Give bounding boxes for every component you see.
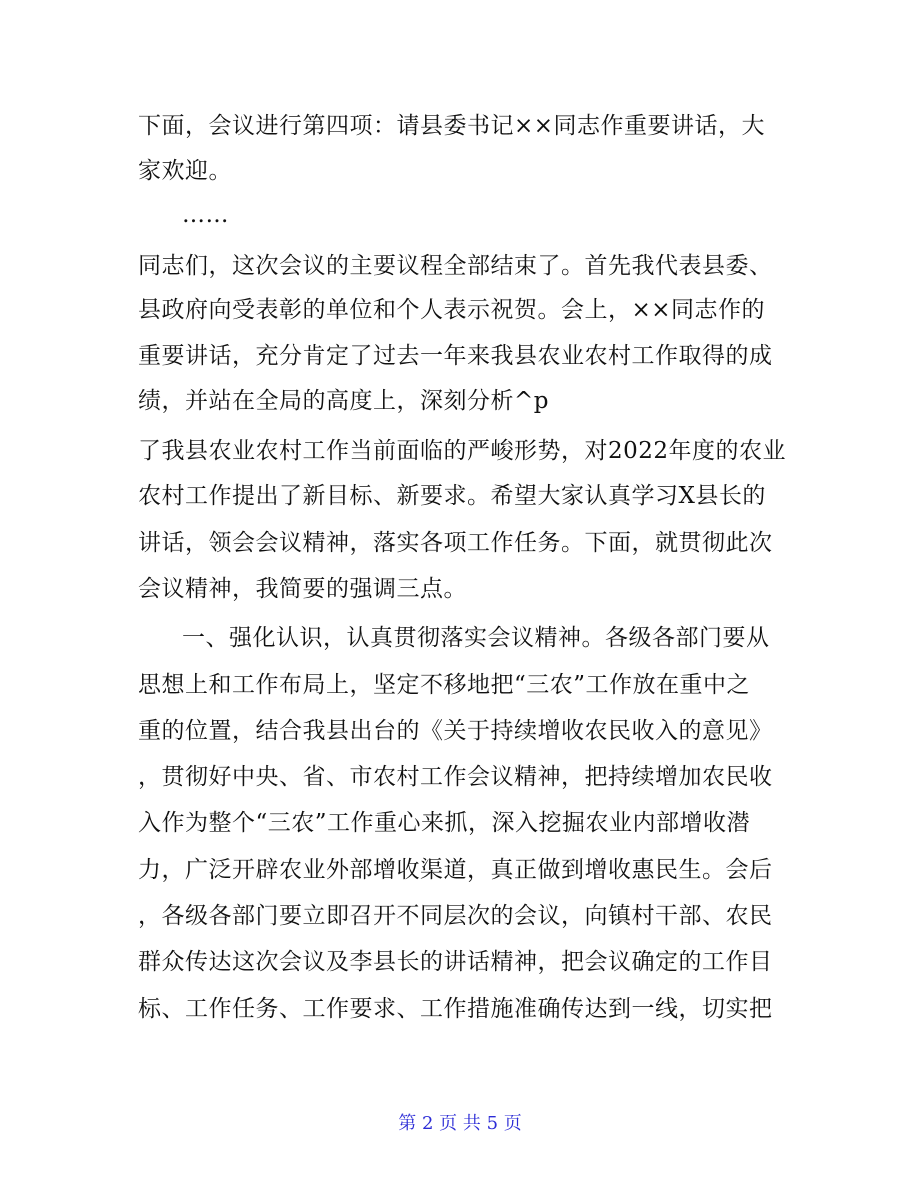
text-line: 力，广泛开辟农业外部增收渠道，真正做到增收惠民生。会后 xyxy=(138,857,773,883)
text-line: ，各级各部门要立即召开不同层次的会议，向镇村干部、农民 xyxy=(138,903,773,929)
text-line: 下面，会议进行第四项：请县委书记××同志作重要讲话，大 xyxy=(138,113,766,139)
text-line: 会议精神，我简要的强调三点。 xyxy=(138,576,467,602)
ellipsis-line: …… xyxy=(182,202,229,228)
text-line: 了我县农业农村工作当前面临的严峻形势，对2022年度的农业 xyxy=(138,438,787,464)
text-line: 家欢迎。 xyxy=(138,158,232,184)
text-line: 同志们，这次会议的主要议程全部结束了。首先我代表县委、 xyxy=(138,253,773,279)
page-number-footer: 第 2 页 共 5 页 xyxy=(398,1113,522,1134)
text-line: 县政府向受表彰的单位和个人表示祝贺。会上，××同志作的 xyxy=(138,297,766,323)
text-line: 绩，并站在全局的高度上，深刻分析^p xyxy=(138,388,549,414)
text-line: 标、工作任务、工作要求、工作措施准确传达到一线，切实把 xyxy=(138,996,773,1022)
text-line: 思想上和工作布局上，坚定不移地把“三农”工作放在重中之 xyxy=(138,672,751,698)
text-line: ，贯彻好中央、省、市农村工作会议精神，把持续增加农民收 xyxy=(138,764,773,790)
text-line: 讲话，领会会议精神，落实各项工作任务。下面，就贯彻此次 xyxy=(138,530,773,556)
text-line: 群众传达这次会议及李县长的讲话精神，把会议确定的工作目 xyxy=(138,949,773,975)
text-line: 重要讲话，充分肯定了过去一年来我县农业农村工作取得的成 xyxy=(138,343,773,369)
text-line: 农村工作提出了新目标、新要求。希望大家认真学习X县长的 xyxy=(138,483,766,509)
text-line: 重的位置，结合我县出台的《关于持续增收农民收入的意见》 xyxy=(138,718,773,744)
text-line: 入作为整个“三农”工作重心来抓，深入挖掘农业内部增收潜 xyxy=(138,810,751,836)
section-heading-line: 一、强化认识，认真贯彻落实会议精神。各级各部门要从 xyxy=(182,625,770,651)
